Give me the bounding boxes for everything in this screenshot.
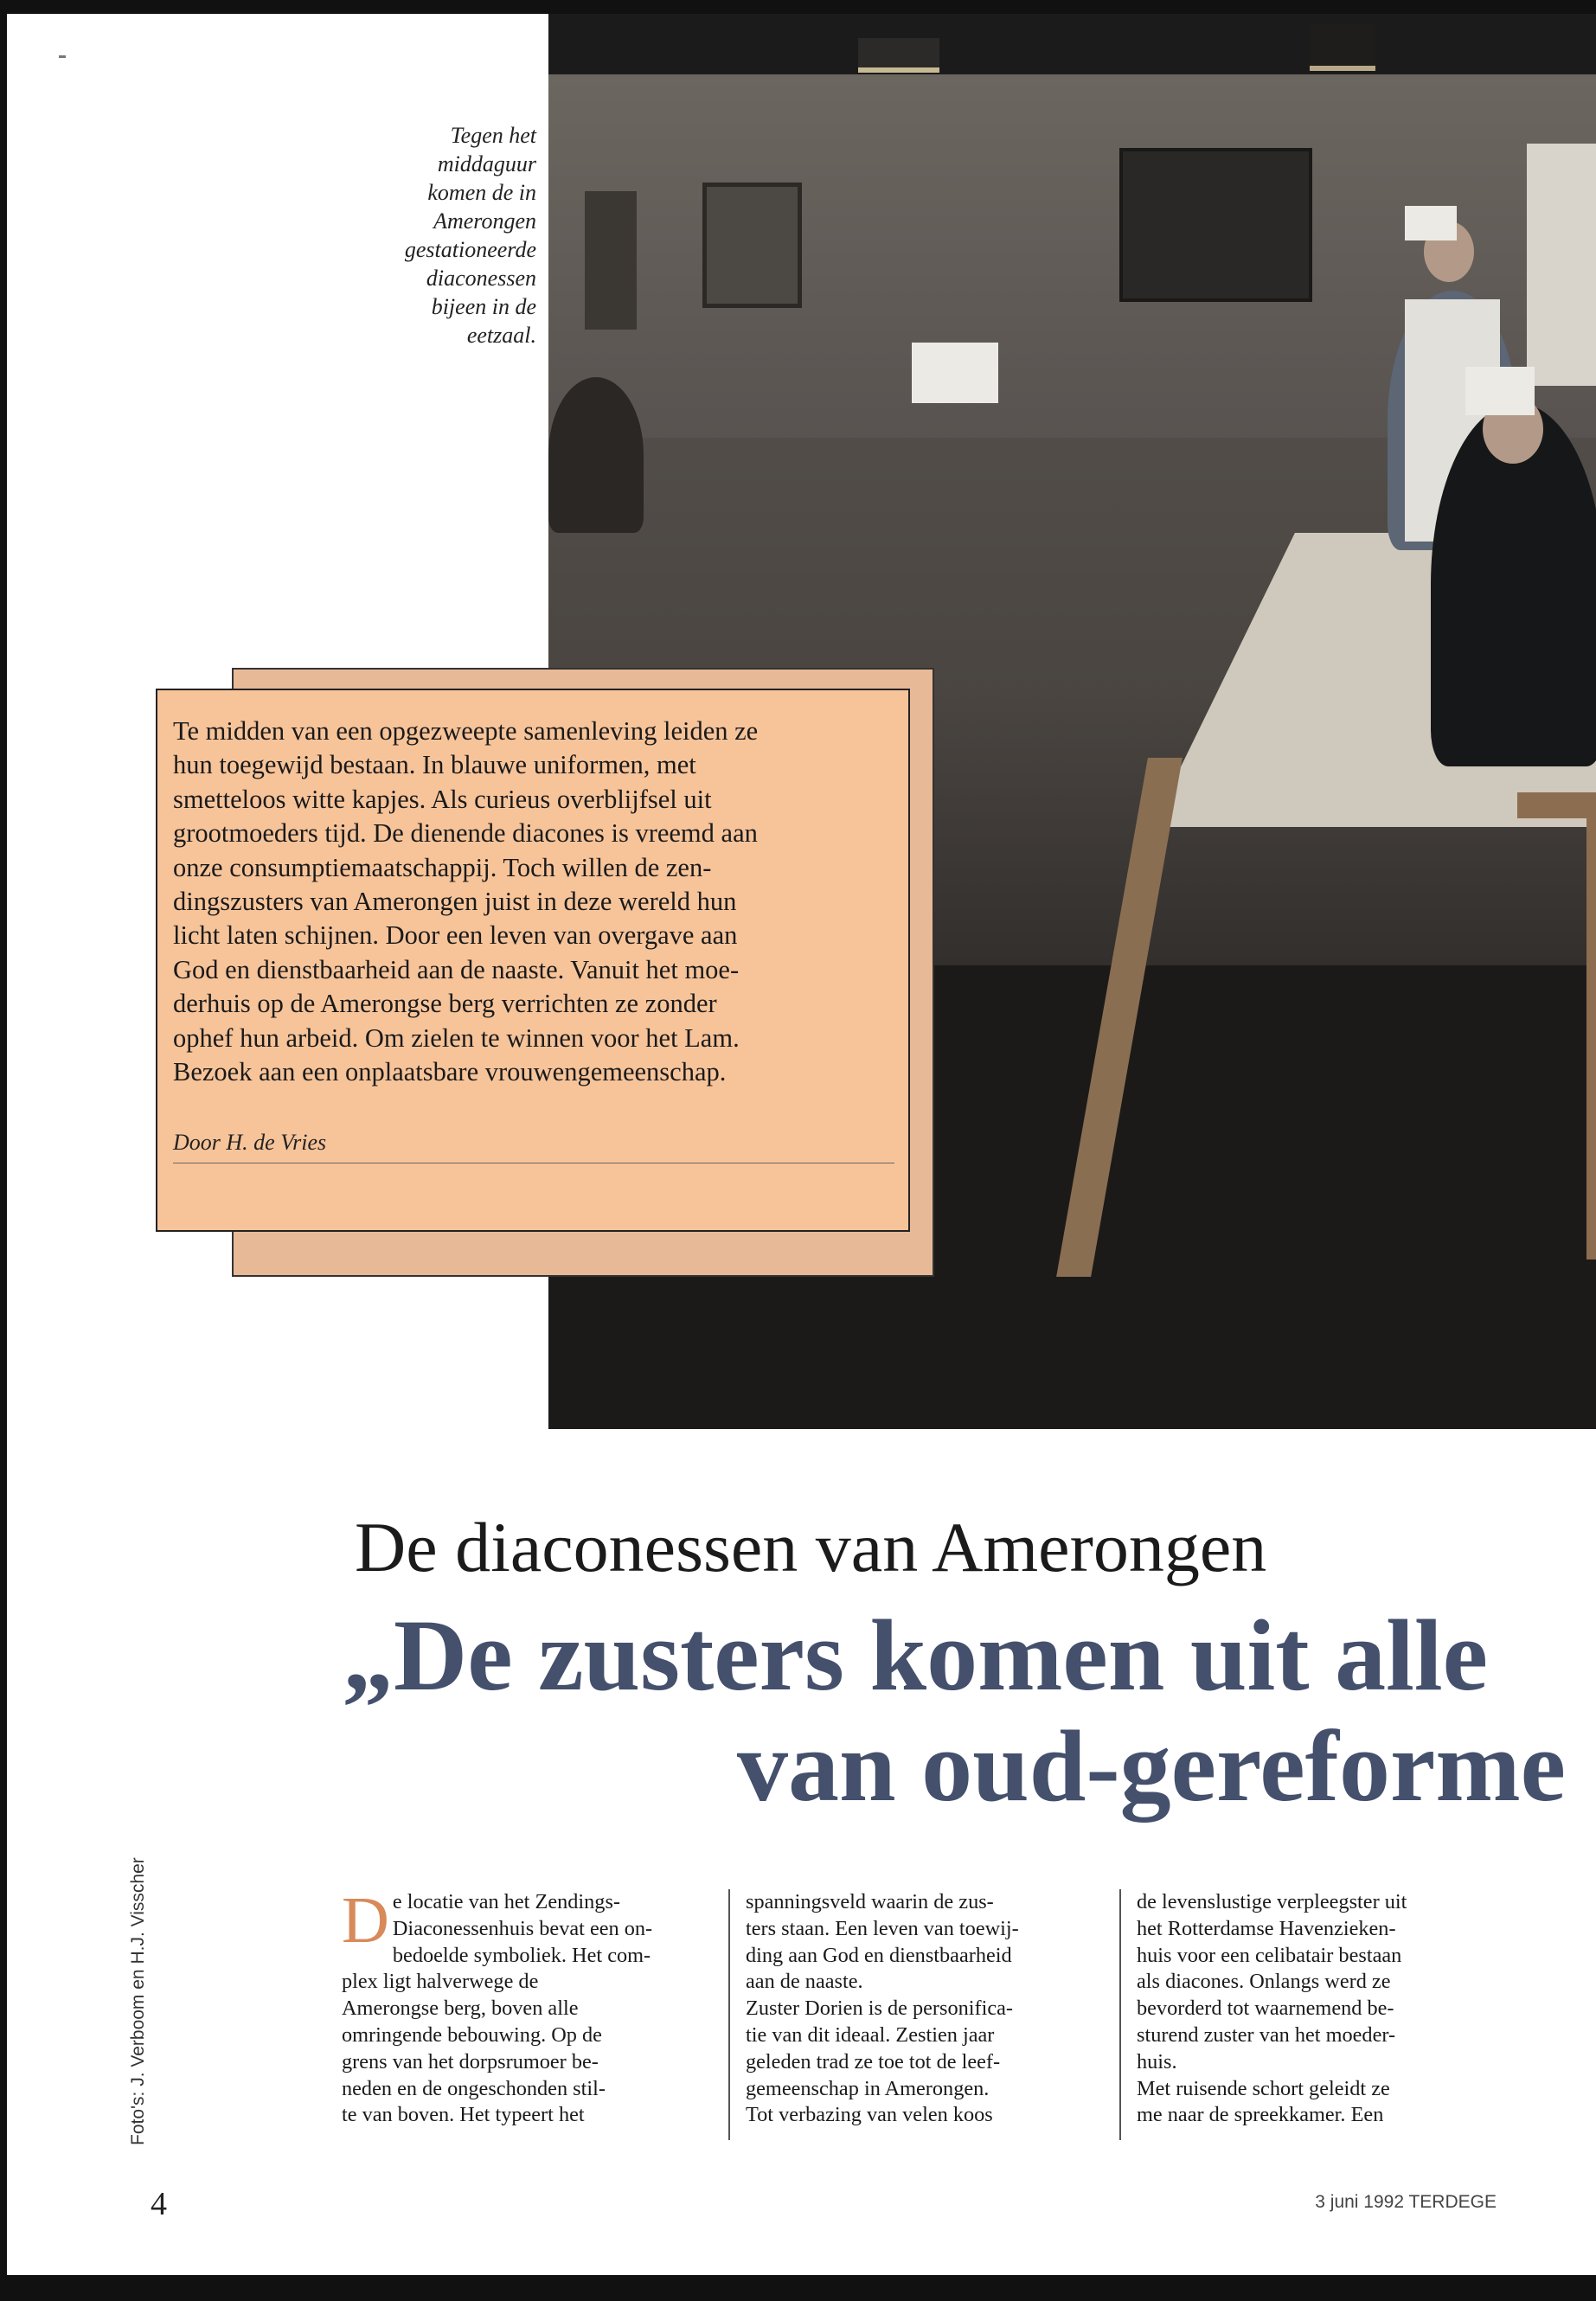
caption-line: komen de in	[427, 180, 536, 205]
body-line: bevorderd tot waarnemend be-	[1137, 1997, 1394, 2021]
body-line: de levenslustige verpleegster uit	[1137, 1890, 1407, 1913]
body-line: het Rotterdamse Havenzieken-	[1137, 1916, 1396, 1940]
intro-line: smetteloos witte kapjes. Als curieus overblijfsel uit	[173, 784, 712, 814]
caption-line: Tegen het	[450, 123, 536, 148]
scan-mark	[59, 55, 66, 58]
headline-line-1: „De zusters komen uit alle	[343, 1599, 1489, 1712]
body-line: huis voor een celibatair bestaan	[1137, 1943, 1402, 1967]
scan-border-bottom	[0, 2275, 1596, 2301]
body-line: huis.	[1137, 2049, 1177, 2073]
body-line: Zuster Dorien is de personifica-	[746, 1997, 1014, 2021]
intro-line: ophef hun arbeid. Om zielen te winnen voor het Lam.	[173, 1022, 740, 1053]
body-line: aan de naaste.	[746, 1970, 863, 1994]
photo-seated-sister	[548, 377, 644, 533]
body-line: grens van het dorpsrumoer be-	[342, 2049, 599, 2073]
photo-cap	[912, 343, 998, 403]
body-line: Tot verbazing van velen koos	[746, 2103, 993, 2127]
intro-line: God en dienstbaarheid aan de naaste. Vanuit het moe-	[173, 954, 740, 984]
byline: Door H. de Vries	[173, 1130, 894, 1163]
body-line: Met ruisende schort geleidt ze	[1137, 2076, 1390, 2100]
body-line: omringende bebouwing. Op de	[342, 2022, 602, 2047]
body-line: spanningsveld waarin de zus-	[746, 1890, 994, 1913]
body-line: me naar de spreekkamer. Een	[1137, 2103, 1384, 2127]
photo-cap	[1465, 367, 1535, 415]
intro-line: Te midden van een opgezweepte samenleving leiden ze	[173, 716, 759, 746]
intro-line: dingszusters van Amerongen juist in deze wereld hun	[173, 887, 737, 917]
column-rule	[1119, 1889, 1121, 2140]
photo-cap	[1405, 206, 1457, 240]
intro-line: licht laten schijnen. Door een leven van overgave aan	[173, 920, 738, 951]
photo-caption	[311, 121, 536, 349]
body-line: Amerongse berg, boven alle	[342, 1997, 579, 2021]
photo-small-frame	[702, 183, 802, 308]
intro-line: hun toegewijd bestaan. In blauwe uniformen, met	[173, 750, 696, 780]
photo-chair	[1517, 792, 1596, 818]
body-line: plex ligt halverwege de	[342, 1970, 539, 1994]
body-column-1	[342, 1889, 689, 2149]
body-line: neden en de ongeschonden stil-	[342, 2076, 606, 2100]
body-line: ters staan. Een leven van toewij-	[746, 1916, 1019, 1940]
body-line: gemeenschap in Amerongen.	[746, 2076, 990, 2100]
photo-window	[1527, 144, 1596, 386]
scan-border-top	[0, 0, 1596, 14]
body-line: ding aan God en dienstbaarheid	[746, 1943, 1012, 1967]
body-line: te van boven. Het typeert het	[342, 2103, 585, 2127]
page-number: 4	[151, 2186, 167, 2222]
headline-line-2: van oud-gereforme	[737, 1709, 1567, 1823]
intro-line: onze consumptiemaatschappij. Toch willen de zen-	[173, 852, 712, 882]
body-column-3	[1137, 1889, 1484, 2149]
caption-line: middaguur	[437, 151, 536, 176]
drop-cap: D	[342, 1889, 389, 1957]
caption-line: bijeen in de	[431, 294, 536, 319]
scan-border-left	[0, 0, 7, 2301]
caption-line: diaconessen	[426, 266, 536, 291]
issue-date: 3 juni 1992 TERDEGE	[1315, 2192, 1497, 2212]
body-line: bedoelde symboliek. Het com-	[392, 1943, 651, 1967]
photo-ceiling-lamp	[1310, 24, 1375, 71]
photo-ceiling-lamp	[858, 38, 939, 73]
article-kicker: De diaconessen van Amerongen	[355, 1508, 1267, 1586]
photo-wall-clock	[585, 191, 637, 330]
intro-line: derhuis op de Amerongse berg verrichten ze zonder	[173, 989, 717, 1019]
photo-ceiling	[548, 14, 1596, 74]
body-line: sturend zuster van het moeder-	[1137, 2022, 1396, 2047]
intro-text	[173, 715, 900, 1089]
body-line: e locatie van het Zendings-	[392, 1890, 621, 1913]
body-line: geleden trad ze toe tot de leef-	[746, 2049, 1001, 2073]
photo-chair	[1586, 810, 1596, 1259]
photo-painting	[1119, 148, 1312, 302]
body-line: als diacones. Onlangs werd ze	[1137, 1970, 1391, 1994]
caption-line: gestationeerde	[404, 237, 536, 262]
column-rule	[728, 1889, 730, 2140]
body-column-2	[746, 1889, 1093, 2149]
caption-line: Amerongen	[433, 208, 536, 234]
body-line: Diaconessenhuis bevat een on-	[392, 1916, 653, 1940]
intro-line: grootmoeders tijd. De dienende diacones is vreemd aan	[173, 818, 758, 849]
photo-credit: Foto's: J. Verboom en H.J. Visscher	[128, 1857, 148, 2145]
intro-line: Bezoek aan een onplaatsbare vrouwengemeenschap.	[173, 1057, 727, 1087]
caption-line: eetzaal.	[466, 323, 536, 348]
body-line: tie van dit ideaal. Zestien jaar	[746, 2022, 995, 2047]
